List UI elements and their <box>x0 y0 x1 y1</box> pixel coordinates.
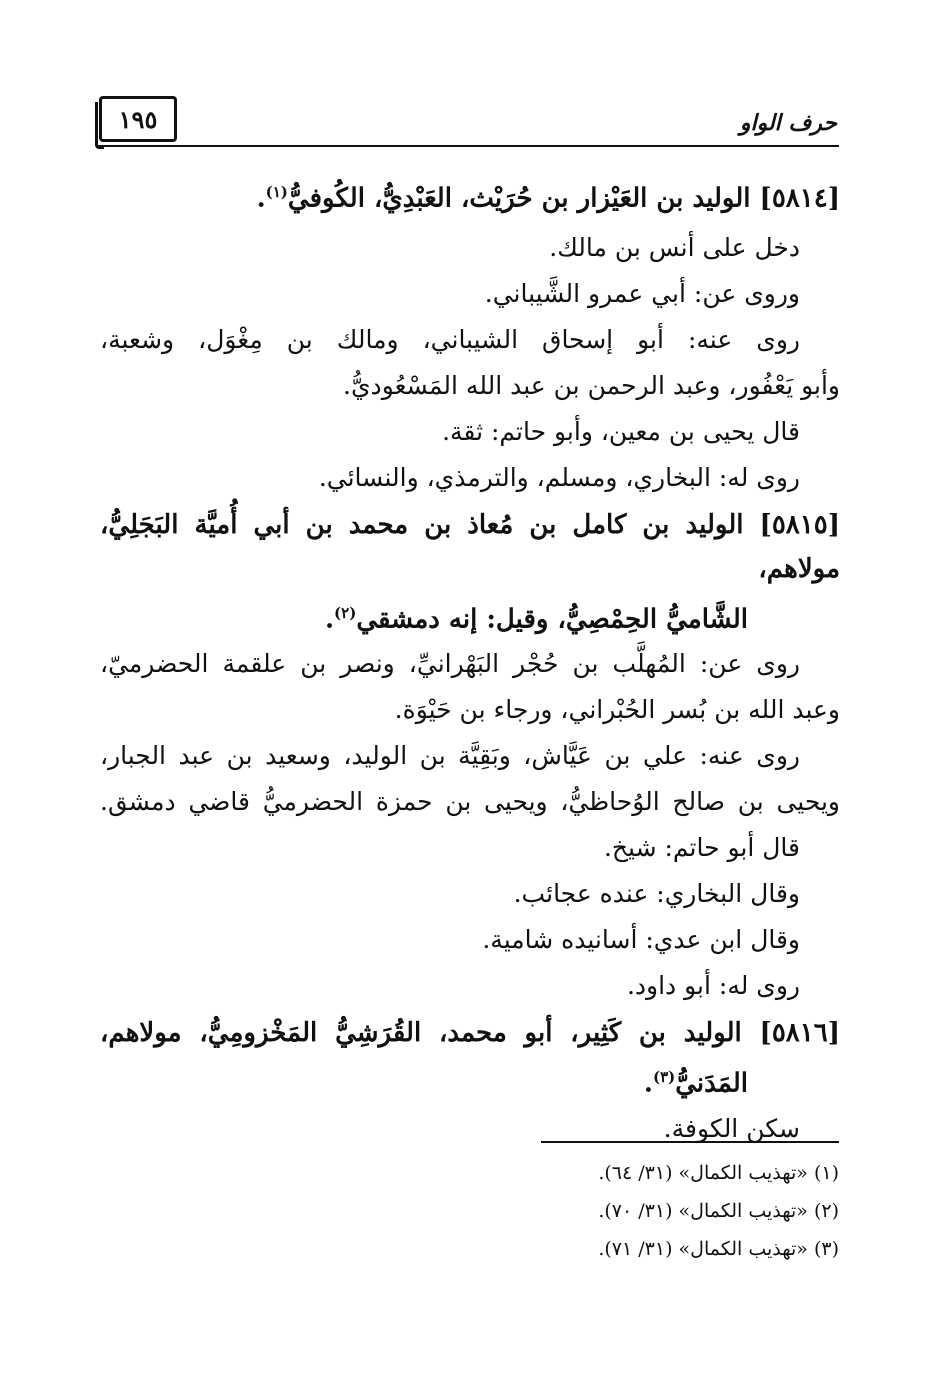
footnote: (٢) «تهذيب الكمال» (٣١/ ٧٠). <box>598 1200 839 1222</box>
text-line: وروى عن: أبي عمرو الشَّيباني. <box>484 278 800 308</box>
page-body <box>100 170 840 1152</box>
entry-5816 <box>100 1011 840 1152</box>
entry-title-end: . <box>643 1068 653 1099</box>
footnote-rule <box>541 1141 839 1143</box>
entry-title-cont: المَدَنيُّ <box>675 1068 748 1099</box>
entry-heading-cont <box>100 1055 840 1106</box>
entry-heading-cont <box>100 591 840 642</box>
page-number: ١٩٥ <box>99 96 177 142</box>
text-line: دخل على أنس بن مالك. <box>549 232 800 262</box>
running-title: حرف الواو <box>739 110 837 136</box>
header-rule <box>97 145 839 147</box>
entry-heading: [٥٨١٦] الوليد بن كَثِير، أبو محمد، القُرَشِيُّ المَخْزومِيُّ، مولاهم، <box>100 1018 840 1049</box>
entry-heading: [٥٨١٥] الوليد بن كامل بن مُعاذ بن محمد بن أبي أُميَّة البَجَلِيُّ، مولاهم، <box>100 509 840 584</box>
footnote: (٣) «تهذيب الكمال» (٣١/ ٧١). <box>598 1238 839 1260</box>
text-line: روى له: البخاري، ومسلم، والترمذي، والنسائي. <box>318 462 800 492</box>
page-header <box>97 92 839 148</box>
entry-title-end: . <box>324 604 335 635</box>
entry-title: [٥٨١٤] الوليد بن العَيْزار بن حُرَيْث، العَبْدِيُّ، الكُوفيُّ <box>287 183 840 214</box>
footnote-ref: (١) <box>265 183 288 201</box>
entry-title-cont: الشَّاميُّ الحِمْصِيُّ، وقيل: إنه دمشقي <box>356 604 748 635</box>
entry-5814 <box>100 170 840 501</box>
text-line: قال يحيى بن معين، وأبو حاتم: ثقة. <box>442 416 800 446</box>
text-line: روى عن: المُهلَّب بن حُجْر البَهْرانيِّ، ونصر بن علقمة الحضرميّ، <box>100 649 800 679</box>
text-line: ويحيى بن صالح الوُحاظيُّ، ويحيى بن حمزة الحضرميُّ قاضي دمشق. <box>100 787 840 817</box>
text-line: وعبد الله بن بُسر الحُبْراني، ورجاء بن حَيْوَة. <box>394 695 840 725</box>
entry-5815 <box>100 503 840 1010</box>
text-line: وقال البخاري: عنده عجائب. <box>513 879 800 909</box>
footnote-ref: (٢) <box>334 603 357 622</box>
footnote-ref: (٣) <box>652 1068 676 1087</box>
text-line: قال أبو حاتم: شيخ. <box>603 833 800 863</box>
text-line: روى عنه: أبو إسحاق الشيباني، ومالك بن مِغْوَل، وشعبة، <box>100 324 800 354</box>
footnotes <box>400 1154 839 1268</box>
text-line: روى له: أبو داود. <box>626 971 800 1001</box>
text-line: وأبو يَعْفُور، وعبد الرحمن بن عبد الله المَسْعُوديُّ. <box>343 370 840 400</box>
text-line: سكن الكوفة. <box>663 1113 800 1143</box>
entry-title-end: . <box>256 183 266 214</box>
entry-heading <box>100 170 840 221</box>
text-line: وقال ابن عدي: أسانيده شامية. <box>482 925 800 955</box>
footnote: (١) «تهذيب الكمال» (٣١/ ٦٤). <box>598 1162 839 1184</box>
text-line: روى عنه: علي بن عَيَّاش، وبَقِيَّة بن الوليد، وسعيد بن عبد الجبار، <box>100 741 800 771</box>
